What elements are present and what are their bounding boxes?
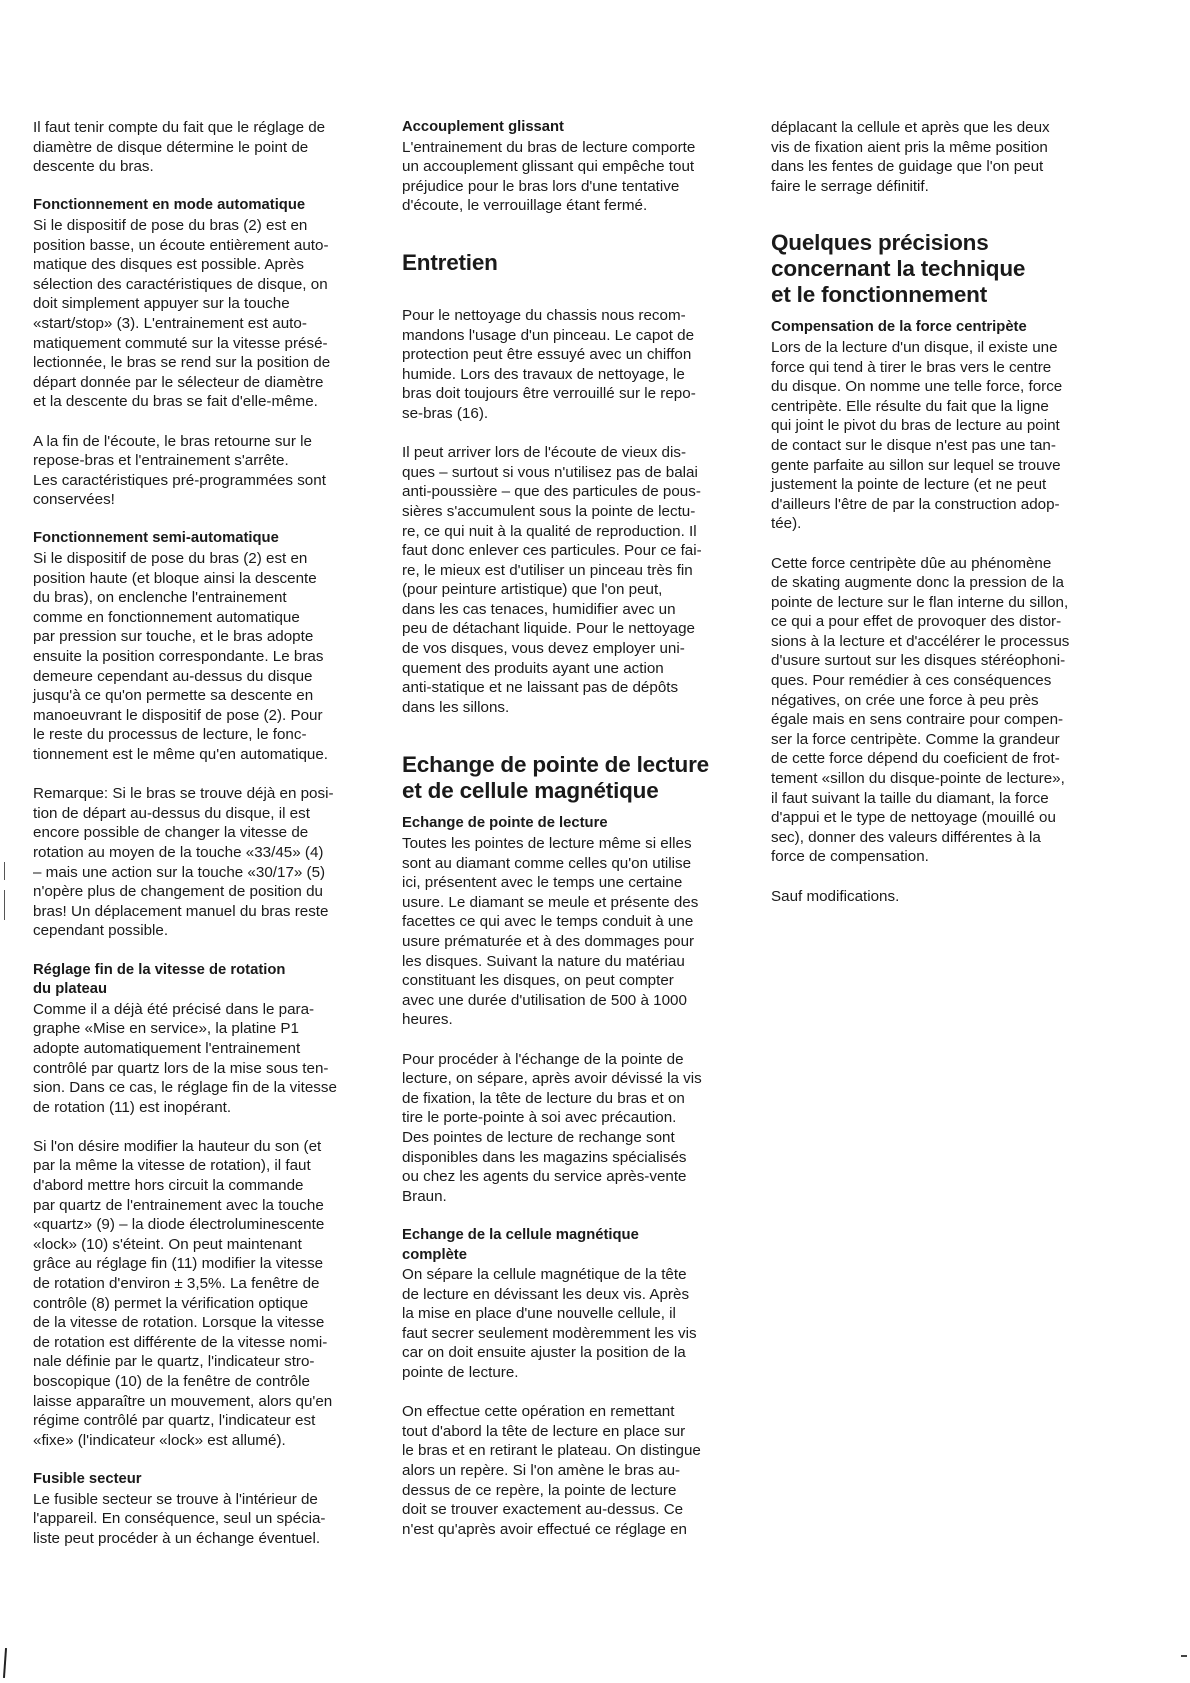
fusible-paragraph: Le fusible secteur se trouve à l'intérieur de l'appareil. En conséquence, seul un spécia- liste peut procéder à un échange éventuel. [33, 1490, 326, 1547]
reglage-paragraph-1: Comme il a déjà été précisé dans le para- graphe «Mise en service», la platine P1 adopte automatiquement l'entrainement contrôlé par quartz lors de la mise sous ten- sion. Dans ce cas, le réglage fin de la vitesse de rotation (11) est inopérant. [33, 1000, 337, 1116]
section-heading-reglage: Réglage fin de la vitesse de rotation du plateau [33, 961, 286, 998]
column-middle [402, 118, 742, 1559]
scan-mark-bottom [3, 1648, 7, 1678]
title-entretien: Entretien [402, 249, 498, 275]
pointe-paragraph-2: Pour procéder à l'échange de la pointe de lecture, on sépare, après avoir dévissé la vis de fixation, la tête de lecture du bras et on tire le porte-pointe à soi avec précaution. Des pointes de lecture de rechange sont disponibles dans les magazins spécialisés ou chez les agents du service après-vente Braun. [402, 1050, 702, 1205]
section-heading-pointe: Echange de pointe de lecture [402, 815, 608, 832]
section-heading-auto: Fonctionnement en mode automatique [33, 197, 306, 214]
section-heading-compensation: Compensation de la force centripète [771, 319, 1027, 336]
reglage-paragraph-2: Si l'on désire modifier la hauteur du son (et par la même la vitesse de rotation), il faut d'abord mettre hors circuit la commande par quartz de l'entrainement avec la touche «quartz» (9) – la diode électroluminescente «lock» (10) s'éteint. On peut maintenant grâce au réglage fin (11) modifier la vitesse de rotation d'environ ± 3,5%. La fenêtre de contrôle (8) permet la vérification optique de la vitesse de rotation. Lorsque la vitesse de rotation est différente de la vitesse nomi- nale définie par le quartz, l'indicateur stro- boscopique (10) de la fenêtre de contrôle laisse apparaître un mouvement, alors qu'en régime contrôlé par quartz, l'indicateur est «fixe» (l'indicateur «lock» est allumé). [33, 1137, 333, 1449]
section-heading-semi: Fonctionnement semi-automatique [33, 530, 279, 547]
cellule-paragraph-1: On sépare la cellule magnétique de la tête de lecture en dévissant les deux vis. Après la mise en place d'une nouvelle cellule, il faut secrer seulement modèremment les vis car on doit ensuite ajuster la position de la pointe de lecture. [402, 1266, 697, 1382]
entretien-paragraph-2: Il peut arriver lors de l'écoute de vieux dis- ques – surtout si vous n'utilisez pas de balai anti-poussière – que des particules de pous- sières s'accumulent sous la pointe de lectu- re, ce qui nuit à la qualité de reproduction. Il faut donc enlever ces particules. Pour ce fai- re, le mieux est d'utiliser un pinceau très fin (pour peinture artistique) que l'on peut, dans les cas tenaces, humidifier avec un peu de détachant liquide. Pour le nettoyage de vos disques, vous devez employer uni- quement des produits ayant une action anti-statique et ne laissant pas de dépôts dans les sillons. [402, 444, 702, 716]
fin-ecoute-paragraph: A la fin de l'écoute, le bras retourne sur le repose-bras et l'entrainement s'arrête. Les caractéristiques pré-programmées sont conservées! [33, 432, 326, 509]
section-heading-fusible: Fusible secteur [33, 1470, 142, 1487]
pointe-paragraph-1: Toutes les pointes de lecture même si elles sont au diamant comme celles qu'on utilise ici, présentent avec le temps une certaine usure. Le diamant se meule et présente des facettes ce qui avec le temps conduit à une usure prématurée et à des dommages pour les disques. Suivant la nature du matériau constituant les disques, on peut compter avec une durée d'utilisation de 500 à 1000 heures. [402, 835, 699, 1029]
section-heading-cellule: Echange de la cellule magnétique complète [402, 1226, 639, 1263]
column-left [33, 118, 373, 1568]
accouplement-paragraph: L'entrainement du bras de lecture comporte un accouplement glissant qui empêche tout préjudice pour le bras lors d'une tentative d'écoute, le verrouillage étant fermé. [402, 138, 696, 215]
continuation-paragraph: déplacant la cellule et après que les deux vis de fixation aient pris la même position dans les fentes de guidage que l'on peut faire le serrage définitif. [771, 119, 1050, 195]
title-echange: Echange de pointe de lecture et de cellule magnétique [402, 752, 709, 804]
entretien-paragraph-1: Pour le nettoyage du chassis nous recom- mandons l'usage d'un pinceau. Le capot de protection peut être essuyé avec un chiffon humide. Lors des travaux de nettoyage, le bras doit toujours être verrouillé sur le repo- se-bras (16). [402, 306, 696, 422]
compensation-paragraph-2: Cette force centripète dûe au phénomène de skating augmente donc la pression de la pointe de lecture sur le flan interne du sillon, ce qui a pour effet de provoquer des distor- sions à la lecture et d'accélérer le processus d'usure surtout sur les disques stéréophoni- ques. Pour remédier à ces conséquences négatives, on crée une force à peu près égale mais en sens contraire pour compen- ser la force centripète. Comme la grandeur de cette force dépend du coeficient de frot- tement «sillon du disque-pointe de lecture», il faut suivant la taille du diamant, la force d'appui et le type de nettoyage (mouillé ou sec), donner des valeurs différentes à la force de compensation. [771, 554, 1070, 866]
intro-paragraph: Il faut tenir compte du fait que le réglage de diamètre de disque détermine le point de descente du bras. [33, 119, 326, 176]
section-heading-accouplement: Accouplement glissant [402, 119, 564, 135]
scan-mark-right [1181, 1655, 1187, 1657]
semi-paragraph: Si le dispositif de pose du bras (2) est en position haute (et bloque ainsi la descente du bras), on enclenche l'entrainement comme en fonctionnement automatique par pression sur touche, et le bras adopte ensuite la position correspondante. Le bras demeure cependant au-dessus du disque jusqu'à ce qu'on permette sa descente en manoeuvrant le dispositif de pose (2). Pour le reste du processus de lecture, le fonc- tionnement est le même qu'en automatique. [33, 550, 329, 763]
cellule-paragraph-2: On effectue cette opération en remettant tout d'abord la tête de lecture en place sur le bras et en retirant le plateau. On distingue alors un repère. Si l'on amène le bras au- dessus de ce repère, la pointe de lecture doit se trouver exactement au-dessus. Ce n'est qu'après avoir effectué ce réglage en [402, 1403, 701, 1538]
title-quelques-precisions: Quelques précisions concernant la technique et le fonctionnement [771, 230, 1026, 308]
compensation-paragraph-1: Lors de la lecture d'un disque, il existe une force qui tend à tirer le bras vers le centre du disque. On nomme une telle force, force centripète. Elle résulte du fait que la ligne qui joint le pivot du bras de lecture au point de contact sur le disque n'est pas une tan- gente parfaite au sillon sur lequel se trouve justement la pointe de lecture (et ne peut d'ailleurs l'être de par la construction adop- tée). [771, 338, 1063, 533]
auto-paragraph: Si le dispositif de pose du bras (2) est en position basse, un écoute entièrement auto- matique des disques est possible. Après sélection des caractéristiques de disque, on doit simplement appuyer sur la touche «start/stop» (3). L'entrainement est auto- matiquement commuté sur la vitesse présé- lectionnée, le bras se rend sur la position de départ donnée par le sélecteur de diamètre et la descente du bras se fait d'elle-même. [33, 216, 331, 411]
sauf-modifications: Sauf modifications. [771, 887, 900, 905]
scan-mark-left-2 [4, 890, 5, 920]
column-right [771, 118, 1116, 926]
scan-mark-left [4, 862, 5, 880]
remarque-paragraph: Remarque: Si le bras se trouve déjà en posi- tion de départ au-dessus du disque, il est encore possible de changer la vitesse de rotation au moyen de la touche «33/45» (4) – mais une action sur la touche «30/17» (5) n'opère plus de changement de position du bras! Un déplacement manuel du bras reste cependant possible. [33, 785, 334, 940]
